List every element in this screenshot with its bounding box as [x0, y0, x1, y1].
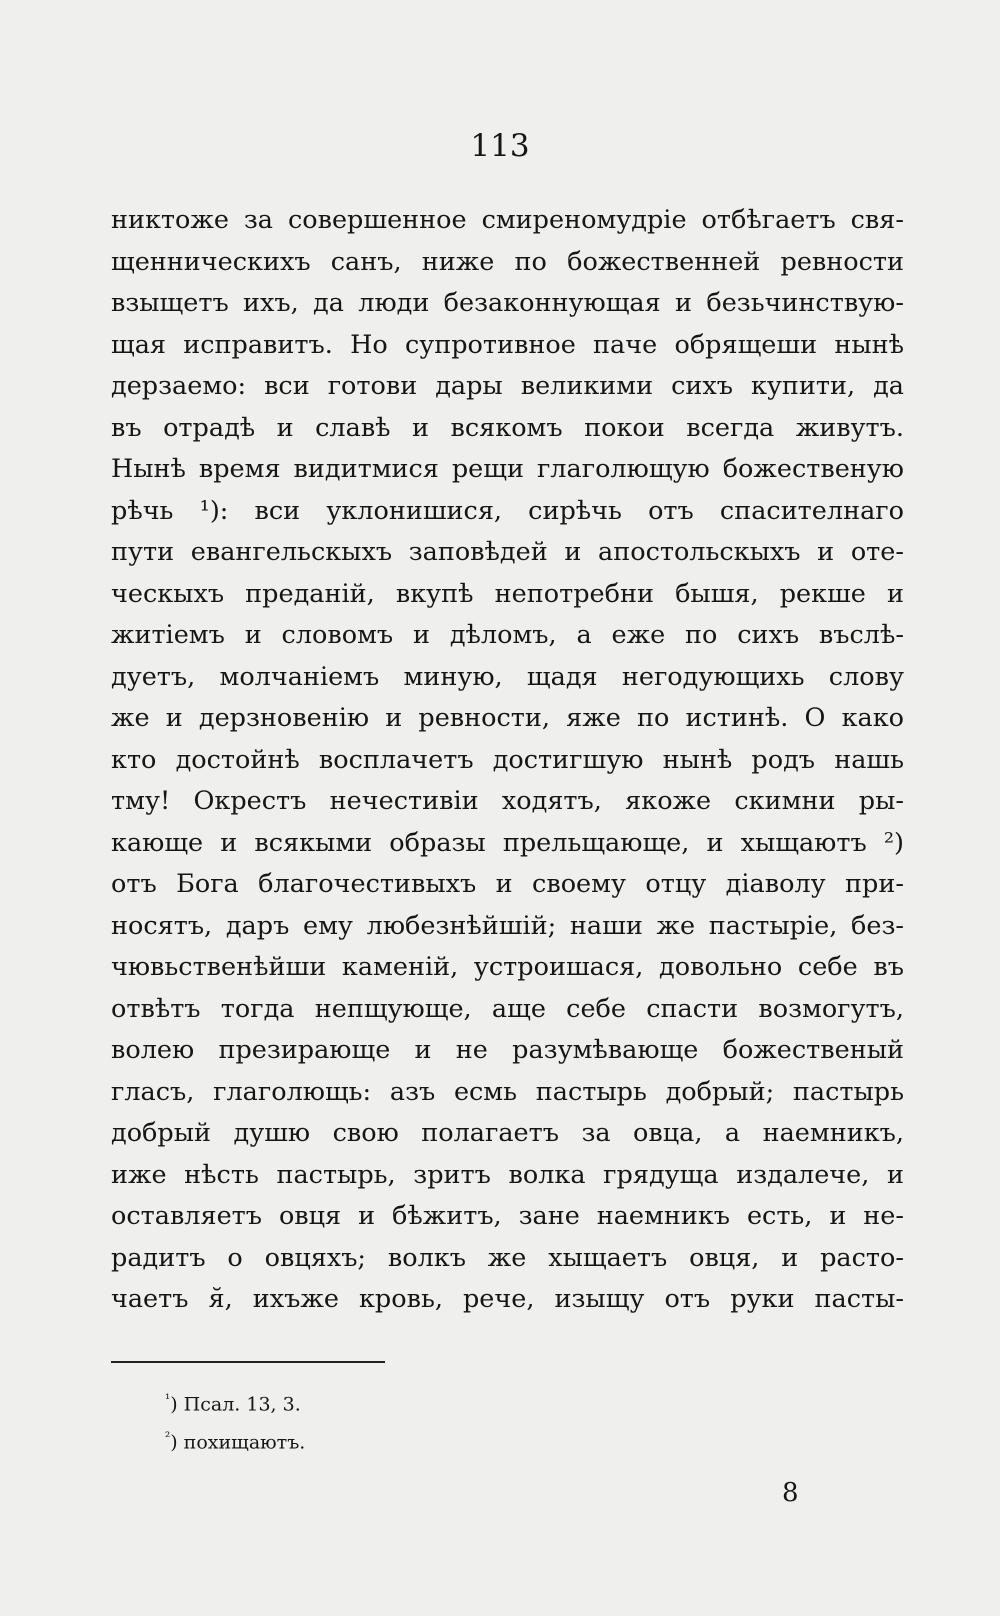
- text-line: радитъ о овцяхъ; волкъ же хыщаетъ овця, и расто-: [111, 1242, 904, 1273]
- footnote-separator: [111, 1361, 385, 1363]
- text-line: щая исправитъ. Но супротивное паче обрящеши нынѣ: [111, 329, 904, 360]
- text-line: ческыхъ преданій, вкупѣ непотребни бышя, рекше и: [111, 578, 904, 609]
- text-line: щенническихъ санъ, ниже по божественней ревности: [111, 246, 904, 277]
- text-line: въ отрадѣ и славѣ и всякомъ покои всегда живутъ.: [111, 412, 904, 443]
- text-line: чаетъ я̆, ихъже кровь, рече, изыщу отъ руки пасты-: [111, 1284, 904, 1314]
- signature-mark: 8: [782, 1478, 799, 1508]
- text-line: дерзаемо: вси готови дары великими сихъ купити, да: [111, 371, 904, 401]
- text-line: отвѣтъ тогда непщующе, аще себе спасти возмогутъ,: [111, 993, 904, 1024]
- footnote-2: [165, 1430, 305, 1453]
- text-line: же и дерзновенію и ревности, яже по истинѣ. О како: [111, 703, 904, 733]
- text-line: никтоже за совершенное смиреномудріе отбѣгаетъ свя-: [111, 205, 904, 235]
- text-line: оставляетъ овця и бѣжитъ, зане наемникъ есть, и не-: [111, 1201, 904, 1231]
- text-line: пути евангельскыхъ заповѣдей и апостольскыхъ и оте-: [111, 537, 904, 567]
- text-line: кающе и всякыми образы прельщающе, и хыщаютъ ²): [111, 827, 904, 858]
- footnote-text: ) Псал. 13, 3.: [170, 1393, 301, 1416]
- text-line: добрый душю свою полагаетъ за овца, а наемникъ,: [111, 1118, 904, 1148]
- text-line: кто достойнѣ восплачетъ достигшую нынѣ родъ нашь: [111, 744, 904, 775]
- text-line: Нынѣ время видитмися рещи глаголющую божественую: [111, 454, 904, 484]
- text-line: иже нѣсть пастырь, зритъ волка грядуща издалече, и: [111, 1159, 904, 1190]
- text-line: рѣчь ¹): вси уклонишися, сирѣчь отъ спасителнаго: [111, 495, 904, 526]
- footnote-text: ) похищаютъ.: [170, 1431, 306, 1454]
- footnote-marker: ²: [165, 1430, 171, 1445]
- text-line: взыщетъ ихъ, да люди безаконнующая и безьчинствую-: [111, 288, 904, 318]
- body-text: [111, 200, 904, 1321]
- text-line: гласъ, глаголющь: азъ есмь пастырь добрый; пастырь: [111, 1076, 904, 1107]
- text-line: носятъ, даръ ему любезнѣйшій; наши же пастыріе, без-: [111, 910, 904, 941]
- text-line: дуетъ, молчаніемъ миную, щадя негодующихь слову: [111, 661, 904, 692]
- text-line: тму! Окрестъ нечестивіи ходятъ, якоже скимни ры-: [111, 786, 904, 816]
- text-line: житіемъ и словомъ и дѣломъ, а еже по сихъ въслѣ-: [111, 620, 904, 650]
- text-line: отъ Бога благочестивыхъ и своему отцу діаволу при-: [111, 869, 904, 899]
- footnote-marker: ¹: [165, 1392, 171, 1407]
- footnote-1: [165, 1392, 301, 1415]
- page-number: 113: [470, 128, 530, 164]
- text-line: волею презирающе и не разумѣвающе божественый: [111, 1035, 904, 1065]
- text-line: чювьственѣйши каменій, устроишася, довольно себе въ: [111, 952, 904, 982]
